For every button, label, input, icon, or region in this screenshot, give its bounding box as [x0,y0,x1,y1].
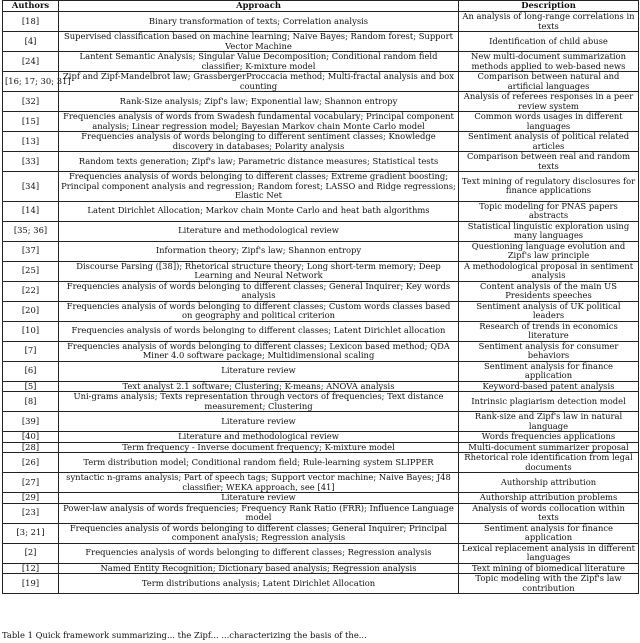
cell-approach: Literature review [59,361,459,381]
cell-approach: Frequencies analysis of words belonging to different classes; Latent Dirichlet allocation [59,321,459,341]
table-row [3,321,639,341]
table-row [3,132,639,152]
cell-approach: Frequencies analysis of words belonging to different classes; General Inquirer; Key words analysis [59,281,459,301]
cell-authors: [28] [3,442,59,453]
cell-description: Analysis of referees responses in a peer review system [459,92,639,112]
cell-approach: Frequencies analysis of words belonging to different classes; Lexicon based method; QDA Miner 4.0 software package; Multidimensional scaling [59,341,459,361]
cell-authors: [26] [3,453,59,473]
cell-authors: [37] [3,241,59,261]
cell-description: Keyword-based patent analysis [459,381,639,392]
table-row [3,281,639,301]
cell-approach: Frequencies analysis of words belonging to different classes; Custom words classes based on geography and political criterion [59,301,459,321]
cell-description: Rhetorical role identification from legal documents [459,453,639,473]
table-row [3,12,639,32]
cell-description: Identification of child abuse [459,32,639,52]
table-row [3,112,639,132]
cell-authors: [29] [3,493,59,504]
cell-authors: [8] [3,392,59,412]
cell-description: Text mining of regulatory disclosures for finance applications [459,172,639,202]
cell-description: Content analysis of the main US Presidents speeches [459,281,639,301]
table-row [3,301,639,321]
table-caption: Table 1 Quick framework summarizing... the Zipf... ...characterizing the basis of the... [2,630,367,640]
table-row [3,152,639,172]
cell-authors: [23] [3,503,59,523]
table-header-row [3,1,639,12]
cell-approach: Named Entity Recognition; Dictionary based analysis; Regression analysis [59,563,459,574]
table-row [3,201,639,221]
cell-approach: Random texts generation; Zipf's law; Parametric distance measures; Statistical tests [59,152,459,172]
cell-description: Rank-size and Zipf's law in natural language [459,412,639,432]
cell-authors: [13] [3,132,59,152]
cell-authors: [3; 21] [3,523,59,543]
cell-description: Topic modeling for PNAS papers abstracts [459,201,639,221]
cell-approach: Supervised classification based on machine learning; Naive Bayes; Random forest; Support Vector Machine [59,32,459,52]
cell-authors: [2] [3,543,59,563]
table-row [3,261,639,281]
cell-description: Words frequencies applications [459,432,639,443]
table-row [3,473,639,493]
cell-approach: Frequencies analysis of words belonging to different classes; Extreme gradient boosting; Principal component analysis and regression; Random forest; LASSO and Ridge regressions; Elastic Net [59,172,459,202]
cell-description: Comparison between natural and artificial languages [459,72,639,92]
cell-approach: Latent Dirichlet Allocation; Markov chain Monte Carlo and heat bath algorithms [59,201,459,221]
table-body [3,12,639,594]
cell-description: Lexical replacement analysis in different languages [459,543,639,563]
cell-approach: Lantent Semantic Analysis; Singular Value Decomposition; Conditional random field classifier; K-mixture model [59,52,459,72]
cell-description: Common words usages in different languages [459,112,639,132]
cell-description: Multi-document summarizer proposal [459,442,639,453]
cell-authors: [18] [3,12,59,32]
cell-authors: [25] [3,261,59,281]
cell-description: Questioning language evolution and Zipf's law principle [459,241,639,261]
cell-description: Sentiment analysis for finance application [459,523,639,543]
cell-authors: [33] [3,152,59,172]
cell-approach: Literature and methodological review [59,432,459,443]
table-row [3,432,639,443]
cell-approach: Rank-Size analysis; Zipf's law; Exponential law; Shannon entropy [59,92,459,112]
cell-authors: [27] [3,473,59,493]
cell-authors: [24] [3,52,59,72]
cell-description: Authorship attribution [459,473,639,493]
cell-description: Analysis of words collocation within texts [459,503,639,523]
cell-authors: [14] [3,201,59,221]
cell-authors: [5] [3,381,59,392]
table-row [3,453,639,473]
table-row [3,563,639,574]
cell-authors: [34] [3,172,59,202]
cell-approach: Zipf and Zipf-Mandelbrot law; GrassbergerProccacia method; Multi-fractal analysis and box counting [59,72,459,92]
table-row [3,92,639,112]
cell-authors: [10] [3,321,59,341]
cell-approach: Literature review [59,493,459,504]
cell-authors: [16; 17; 30; 31] [3,72,59,92]
cell-approach: Uni-grams analysis; Texts representation through vectors of frequencies; Text distance measurement; Clustering [59,392,459,412]
cell-authors: [20] [3,301,59,321]
cell-description: Intrinsic plagiarism detection model [459,392,639,412]
cell-description: A methodological proposal in sentiment analysis [459,261,639,281]
cell-authors: [7] [3,341,59,361]
cell-description: Text mining of biomedical literature [459,563,639,574]
cell-authors: [40] [3,432,59,443]
cell-approach: Term distribution model; Conditional random field; Rule-learning system SLIPPER [59,453,459,473]
table-row [3,72,639,92]
cell-description: Comparison between real and random texts [459,152,639,172]
header-approach: Approach [59,1,459,12]
table-row [3,172,639,202]
table-row [3,221,639,241]
table-row [3,361,639,381]
table-row [3,543,639,563]
table-row [3,381,639,392]
cell-approach: Binary transformation of texts; Correlation analysis [59,12,459,32]
table-row [3,523,639,543]
cell-approach: Power-law analysis of words frequencies; Frequency Rank Ratio (FRR); Influence Language model [59,503,459,523]
cell-approach: Information theory; Zipf's law; Shannon entropy [59,241,459,261]
cell-approach: syntactic n-grams analysis; Part of speech tags; Support vector machine; Naive Bayes; J48 classifier; WEKA approach, see [41] [59,473,459,493]
table-row [3,341,639,361]
cell-approach: Term distributions analysis; Latent Dirichlet Allocation [59,574,459,594]
table-row [3,412,639,432]
cell-authors: [6] [3,361,59,381]
cell-authors: [35; 36] [3,221,59,241]
table-row [3,493,639,504]
table-row [3,503,639,523]
table-row [3,392,639,412]
header-description: Description [459,1,639,12]
cell-authors: [15] [3,112,59,132]
header-authors: Authors [3,1,59,12]
cell-approach: Literature and methodological review [59,221,459,241]
cell-description: Research of trends in economics literature [459,321,639,341]
table-row [3,574,639,594]
cell-approach: Term frequency - Inverse document frequency; K-mixture model [59,442,459,453]
cell-approach: Text analyst 2.1 software; Clustering; K-means; ANOVA analysis [59,381,459,392]
cell-description: Sentiment analysis for consumer behaviors [459,341,639,361]
cell-description: Statistical linguistic exploration using many languages [459,221,639,241]
table-row [3,241,639,261]
cell-description: Authorship attribution problems [459,493,639,504]
cell-description: An analysis of long-range correlations in texts [459,12,639,32]
cell-description: Topic modeling with the Zipf's law contribution [459,574,639,594]
cell-authors: [19] [3,574,59,594]
cell-description: New multi-document summarization methods applied to web-based news [459,52,639,72]
table-row [3,32,639,52]
cell-approach: Discourse Parsing ([38]); Rhetorical structure theory; Long short-term memory; Deep Learning and Neural Network [59,261,459,281]
cell-authors: [4] [3,32,59,52]
literature-table [2,0,639,594]
cell-authors: [32] [3,92,59,112]
cell-authors: [22] [3,281,59,301]
table-row [3,52,639,72]
cell-approach: Frequencies analysis of words from Swadesh fundamental vocabulary; Principal component analysis; Linear regression model; Bayesian Markov chain Monte Carlo model [59,112,459,132]
cell-description: Sentiment analysis for finance application [459,361,639,381]
cell-authors: [39] [3,412,59,432]
cell-description: Sentiment analysis of political related articles [459,132,639,152]
cell-approach: Frequencies analysis of words belonging to different sentiment classes; Knowledge discovery in databases; Polarity analysis [59,132,459,152]
cell-approach: Literature review [59,412,459,432]
cell-authors: [12] [3,563,59,574]
cell-approach: Frequencies analysis of words belonging to different classes; Regression analysis [59,543,459,563]
table-row [3,442,639,453]
cell-approach: Frequencies analysis of words belonging to different classes; General Inquirer; Principal component analysis; Regression analysis [59,523,459,543]
cell-description: Sentiment analysis of UK political leaders [459,301,639,321]
